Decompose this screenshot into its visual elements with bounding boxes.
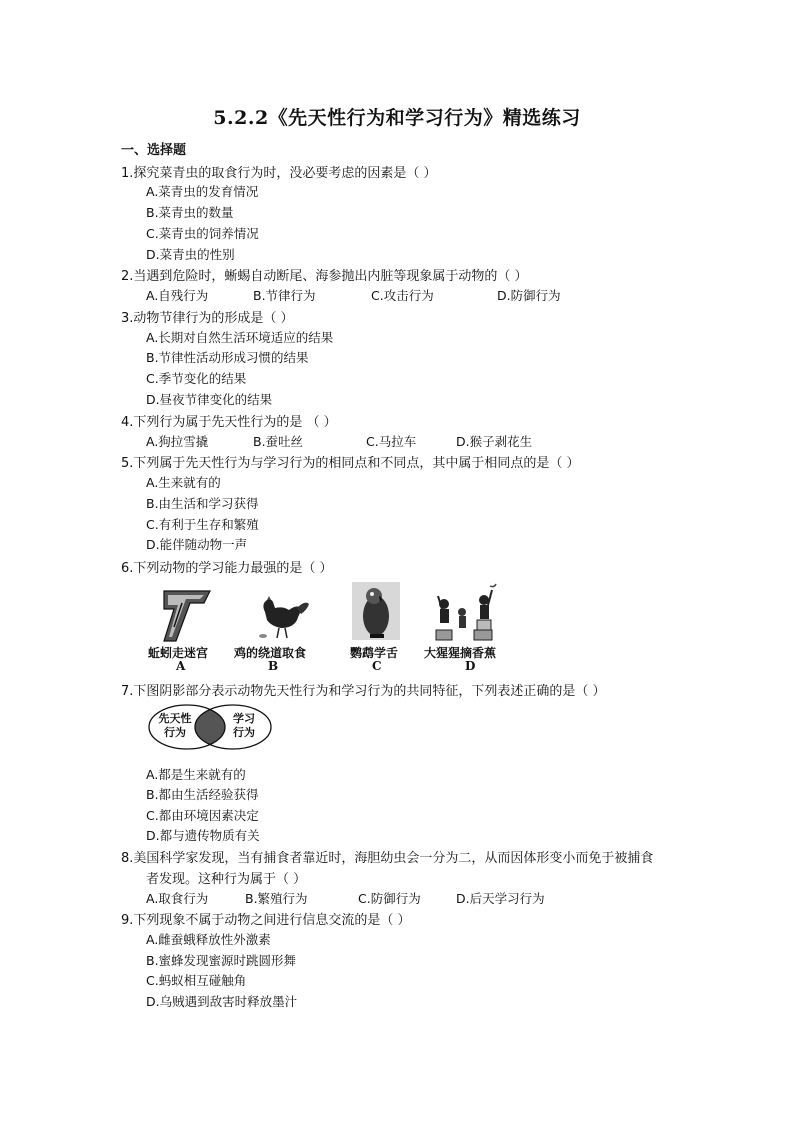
caption-b: 鸡的绕道取食 (234, 646, 307, 660)
q1-option-d: D.菜青虫的性别 (146, 247, 235, 262)
q7-option-c: C.都由环境因素决定 (146, 808, 259, 823)
q4-option-a: A.狗拉雪撬 (146, 434, 209, 449)
q5-option-a: A.生来就有的 (146, 475, 221, 490)
venn-left-label-2: 行为 (164, 726, 186, 739)
q8-option-a: A.取食行为 (146, 891, 209, 906)
q4-option-d: D.猴子剥花生 (456, 434, 533, 449)
parrot-figure (352, 582, 400, 640)
q7-option-a: A.都是生来就有的 (146, 767, 246, 782)
rooster-figure (253, 590, 313, 642)
caption-letter-d: D (465, 659, 476, 673)
question-8-line-2: 者发现。这种行为属于（ ） (146, 872, 307, 887)
question-5: 5.下列属于先天性行为与学习行为的相同点和不同点，其中属于相同点的是（ ） (121, 456, 580, 471)
q9-option-d: D.乌贼遇到敌害时释放墨汁 (146, 994, 298, 1009)
question-2: 2.当遇到危险时，蜥蜴自动断尾、海参抛出内脏等现象属于动物的（ ） (121, 269, 528, 284)
section-heading: 一、选择题 (121, 143, 187, 158)
q5-option-d: D.能伴随动物一声 (146, 537, 248, 552)
q9-option-c: C.蚂蚁相互碰触角 (146, 973, 247, 988)
venn-diagram (147, 703, 273, 751)
q4-option-b: B.蚕吐丝 (253, 434, 304, 449)
venn-left-label-1: 先天性 (158, 712, 192, 725)
q1-option-c: C.菜青虫的饲养情况 (146, 226, 259, 241)
question-3: 3.动物节律行为的形成是（ ） (121, 311, 294, 326)
q8-option-c: C.防御行为 (358, 891, 421, 906)
question-8-line-1: 8.美国科学家发现，当有捕食者靠近时，海胆幼虫会一分为二，从而因体形变小而免于被捕食 (121, 851, 654, 866)
caption-letter-c: C (372, 659, 382, 673)
question-4: 4.下列行为属于先天性行为的是 （ ） (121, 415, 337, 430)
maze-figure (160, 587, 212, 643)
question-9: 9.下列现象不属于动物之间进行信息交流的是（ ） (121, 913, 411, 928)
q2-option-b: B.节律行为 (253, 288, 316, 303)
q8-option-b: B.繁殖行为 (245, 891, 308, 906)
caption-letter-a: A (176, 659, 186, 673)
question-6: 6.下列动物的学习能力最强的是（ ） (121, 561, 333, 576)
q7-option-b: B.都由生活经验获得 (146, 787, 259, 802)
q5-option-b: B.由生活和学习获得 (146, 496, 259, 511)
q2-option-a: A.自残行为 (146, 288, 209, 303)
q8-option-d: D.后天学习行为 (456, 891, 545, 906)
q9-option-a: A.雌蚕蛾释放性外激素 (146, 932, 271, 947)
venn-right-label-2: 行为 (233, 726, 255, 739)
caption-a: 蚯蚓走迷宫 (148, 646, 209, 660)
gorilla-figure (430, 582, 500, 642)
q3-option-d: D.昼夜节律变化的结果 (146, 392, 273, 407)
caption-d: 大猩猩摘香蕉 (424, 646, 497, 660)
q3-option-b: B.节律性活动形成习惯的结果 (146, 350, 309, 365)
question-1: 1.探究菜青虫的取食行为时，没必要考虑的因素是（ ） (121, 166, 437, 181)
q4-option-c: C.马拉车 (366, 434, 417, 449)
q7-option-d: D.都与遗传物质有关 (146, 828, 260, 843)
q1-option-b: B.菜青虫的数量 (146, 205, 234, 220)
q5-option-c: C.有利于生存和繁殖 (146, 517, 259, 532)
question-7: 7.下图阴影部分表示动物先天性行为和学习行为的共同特征，下列表述正确的是（ ） (121, 684, 606, 699)
q3-option-c: C.季节变化的结果 (146, 371, 247, 386)
page-title: 5.2.2《先天性行为和学习行为》精选练习 (213, 107, 581, 129)
caption-letter-b: B (268, 659, 279, 673)
venn-right-label-1: 学习 (233, 712, 255, 725)
q2-option-c: C.攻击行为 (371, 288, 434, 303)
q9-option-b: B.蜜蜂发现蜜源时跳圆形舞 (146, 953, 297, 968)
q1-option-a: A.菜青虫的发育情况 (146, 184, 259, 199)
q2-option-d: D.防御行为 (497, 288, 561, 303)
q3-option-a: A.长期对自然生活环境适应的结果 (146, 330, 334, 345)
caption-c: 鹦鹉学舌 (350, 646, 399, 660)
